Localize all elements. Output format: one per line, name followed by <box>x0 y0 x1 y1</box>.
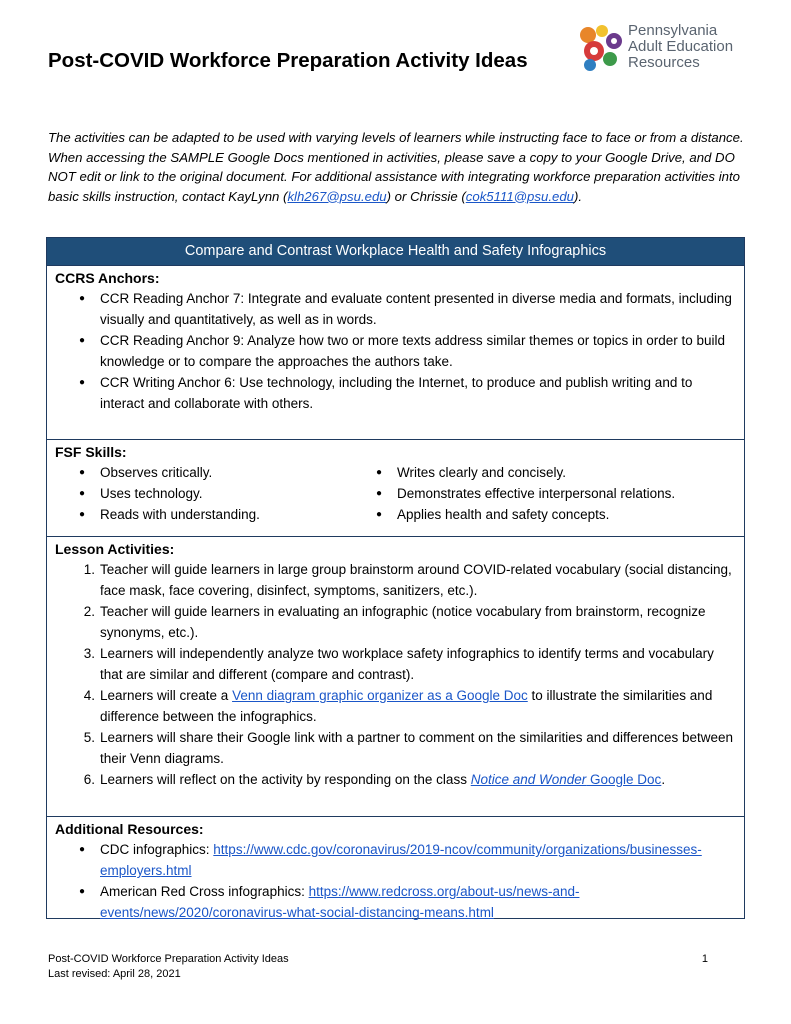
intro-text: The activities can be adapted to be used with varying levels of learners while instructing face to face or from a distance. When accessing the SAMPLE Google Docs mentioned in activities, please save a copy to your Google Drive, and DO NOT edit or link to the original document. For additional assistance with integrating workforce preparation activities into basic skills instruction, contact KayLynn ( <box>48 130 744 204</box>
footer-title: Post-COVID Workforce Preparation Activity Ideas <box>48 953 289 965</box>
list-item: ● Observes critically. <box>55 462 352 483</box>
list-item: ● CCR Writing Anchor 6: Use technology, including the Internet, to produce and publish writing and to interact and collaborate with others. <box>55 372 736 414</box>
pa-adult-education-logo <box>572 17 772 79</box>
section-title: FSF Skills: <box>55 444 127 460</box>
list-item: ● CCR Reading Anchor 7: Integrate and evaluate content presented in diverse media and formats, including visually and quantitatively, as well as in words. <box>55 288 736 330</box>
list-item <box>55 727 736 769</box>
lesson-activities-section <box>47 536 744 816</box>
list-item <box>55 881 736 920</box>
ccrs-section <box>47 265 744 439</box>
resource-label: CDC infographics: <box>100 842 214 857</box>
list-number: 1. <box>83 562 95 577</box>
intro-text: ) or Chrissie ( <box>386 188 466 204</box>
list-item-text: Learners will share their Google link with a partner to comment on the similarities and differences between their Venn diagrams. <box>100 730 734 766</box>
list-item-text: Teacher will guide learners in evaluating an infographic (notice vocabulary from brainstorm, recognize synonyms, etc.). <box>100 604 706 640</box>
link-text: Google Doc <box>586 772 662 787</box>
section-title: CCRS Anchors: <box>55 270 160 286</box>
list-item: ● Writes clearly and concisely. <box>352 462 736 483</box>
additional-resources-section <box>47 816 744 920</box>
list-item: ● Uses technology. <box>55 483 352 504</box>
list-item <box>55 559 736 601</box>
page-number: 1 <box>701 953 708 965</box>
logo-text: Pennsylvania Adult Education Resources <box>628 22 734 71</box>
page-footer <box>48 952 708 982</box>
list-item: ● Demonstrates effective interpersonal relations. <box>352 483 736 504</box>
venn-diagram-link[interactable]: Venn diagram graphic organizer as a Google Doc <box>232 688 528 703</box>
list-item-text: to illustrate the similarities and difference between the infographics. <box>100 688 713 724</box>
list-item-text: Teacher will guide learners in large group brainstorm around COVID-related vocabulary (social distancing, face mask, face covering, disinfect, symptoms, sanitizers, etc.). <box>100 562 732 598</box>
intro-paragraph <box>48 128 748 206</box>
intro-text: ). <box>573 188 583 204</box>
list-item <box>55 769 736 790</box>
email-link-chrissie[interactable]: cok5111@psu.edu <box>465 188 574 204</box>
list-item <box>55 685 736 727</box>
notice-and-wonder-link[interactable] <box>471 772 662 787</box>
gears-logo-icon <box>576 23 626 73</box>
table-header: Compare and Contrast Workplace Health and Safety Infographics <box>47 238 744 265</box>
list-item-text: Learners will independently analyze two workplace safety infographics to identify terms and vocabulary that are similar and different (compare and contrast). <box>100 646 714 682</box>
list-item-text: . <box>661 772 666 787</box>
activity-table <box>46 237 745 919</box>
list-item <box>55 643 736 685</box>
footer-revised-date: Last revised: April 28, 2021 <box>48 968 181 980</box>
list-item: ● Applies health and safety concepts. <box>352 504 736 525</box>
list-item <box>55 839 736 881</box>
list-item-text: Learners will reflect on the activity by responding on the class <box>100 772 471 787</box>
red-cross-infographics-link[interactable]: https://www.redcross.org/about-us/news-and-events/news/2020/coronavirus-what-social-distancing-means.html <box>100 884 580 920</box>
list-item: ● Reads with understanding. <box>55 504 352 525</box>
link-text-italic: Notice and Wonder <box>470 772 587 787</box>
list-number: 3. <box>83 646 95 661</box>
fsf-section <box>47 439 744 536</box>
section-title: Additional Resources: <box>55 821 204 837</box>
list-item <box>55 601 736 643</box>
resource-label: American Red Cross infographics: <box>100 884 309 899</box>
list-number: 4. <box>83 688 95 703</box>
list-number: 6. <box>83 772 95 787</box>
section-title: Lesson Activities: <box>55 541 175 557</box>
list-number: 5. <box>83 730 95 745</box>
list-item: ● CCR Reading Anchor 9: Analyze how two or more texts address similar themes or topics in order to build knowledge or to compare the approaches the authors take. <box>55 330 736 372</box>
email-link-kaylynn[interactable]: klh267@psu.edu <box>287 188 387 204</box>
page-title: Post-COVID Workforce Preparation Activity Ideas <box>48 49 528 72</box>
list-item-text: Learners will create a <box>100 688 233 703</box>
list-number: 2. <box>83 604 95 619</box>
cdc-infographics-link[interactable]: https://www.cdc.gov/coronavirus/2019-ncov/community/organizations/businesses-employers.html <box>100 842 702 878</box>
